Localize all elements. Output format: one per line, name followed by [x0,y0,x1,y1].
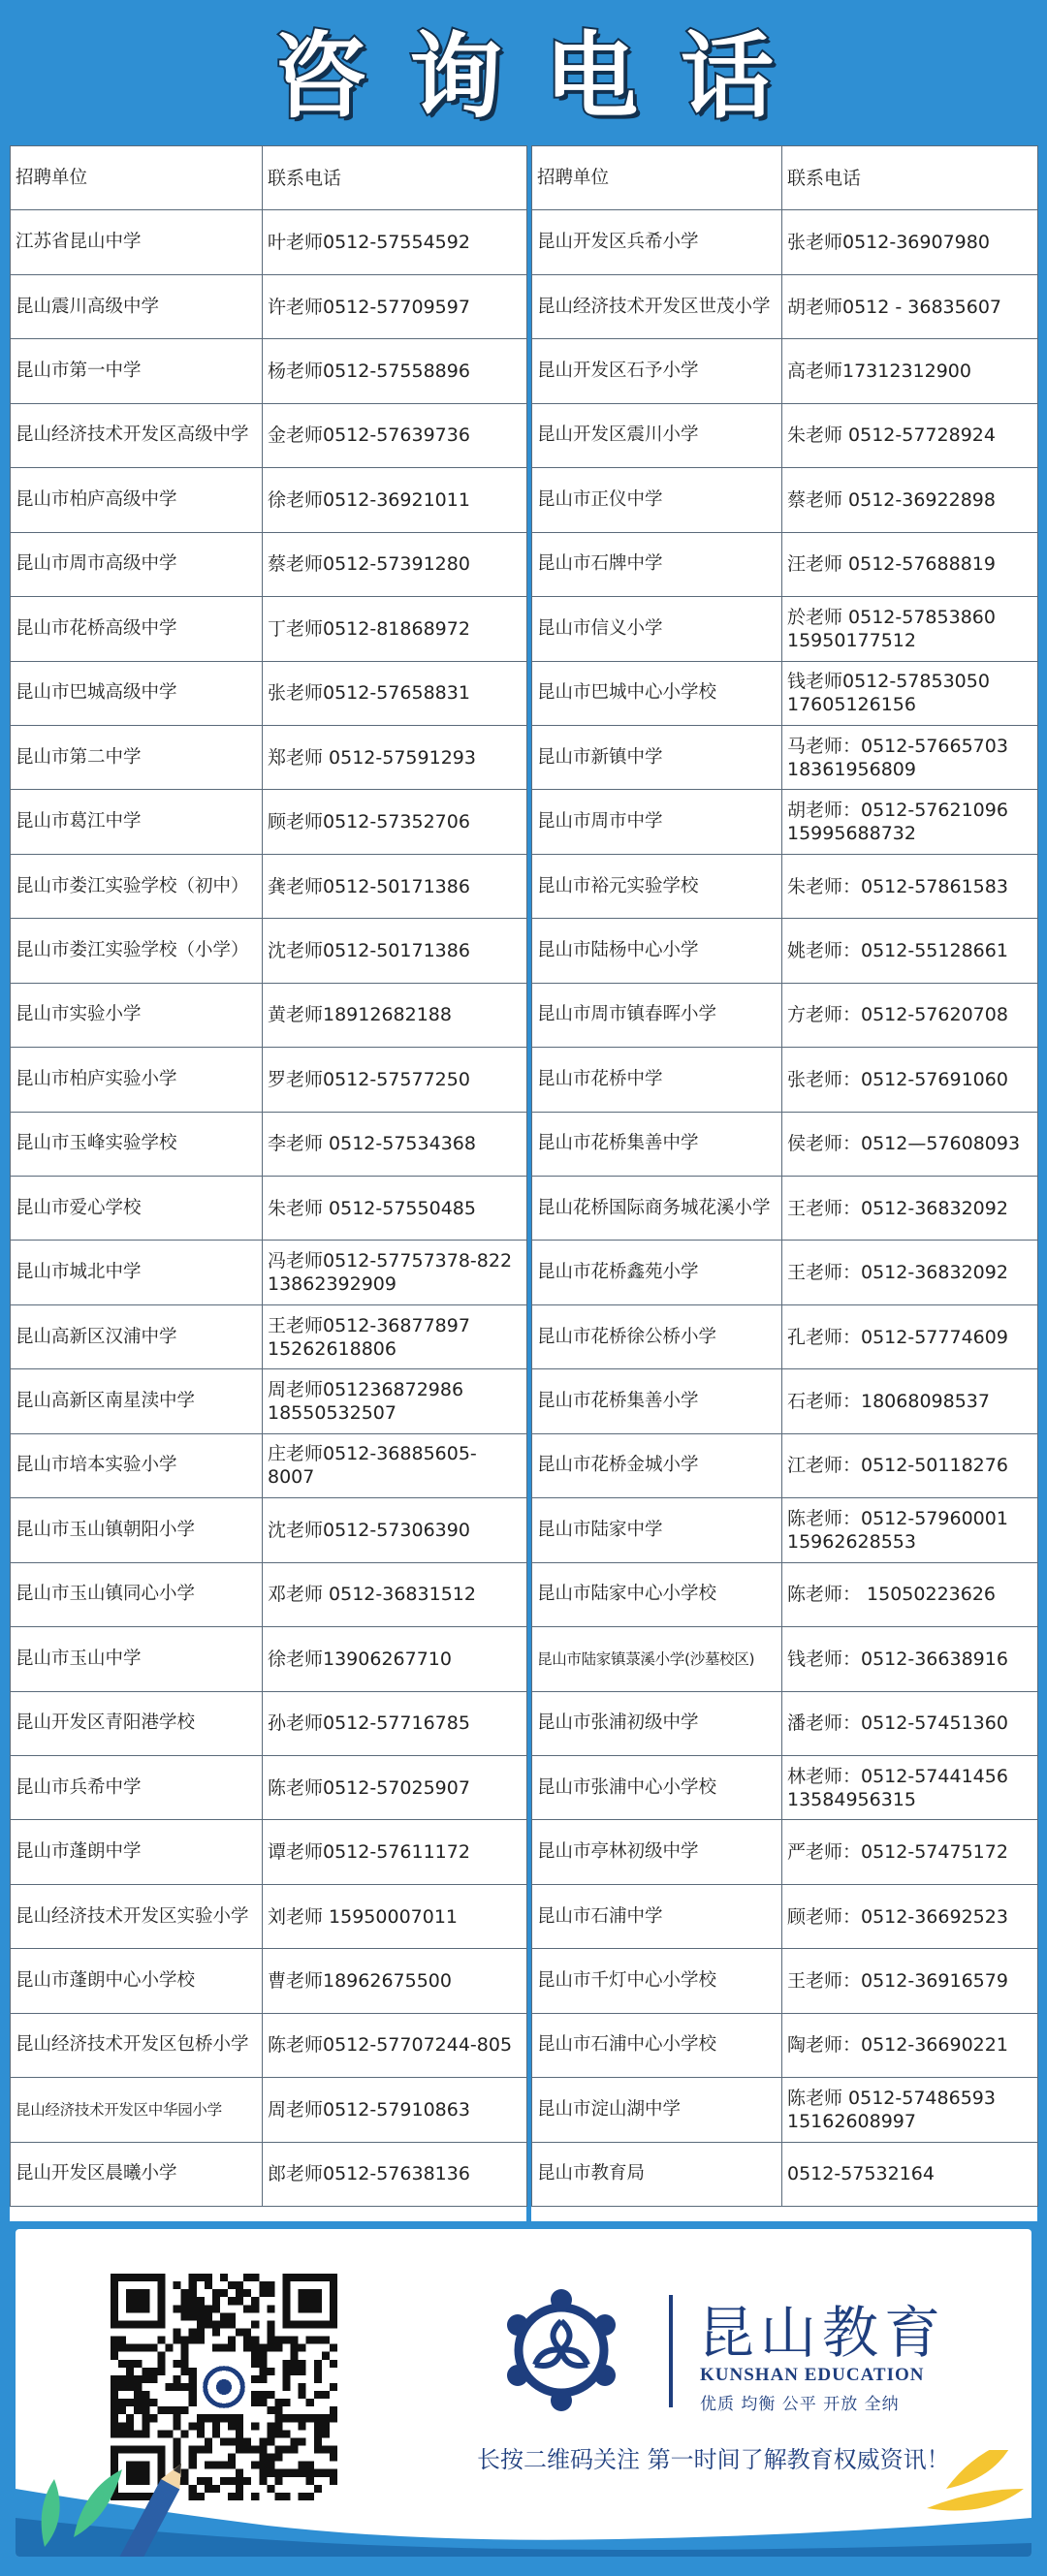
table-row [11,919,527,983]
table-row [11,532,527,596]
table-row [532,274,1038,338]
unit-name-cell: 昆山市花桥集善中学 [532,1112,782,1176]
table-row [11,274,527,338]
qr-follow-note: 长按二维码关注 第一时间了解教育权威资讯！ [477,2446,950,2473]
table-row [532,1627,1038,1691]
phone-cell: 朱老师 0512-57550485 [263,1177,527,1241]
table-row [11,1433,527,1497]
unit-name-cell: 昆山市蓬朗中心小学校 [11,1949,263,2013]
contact-tables [10,145,1037,2221]
unit-name-cell: 昆山市教育局 [532,2142,782,2206]
phone-cell: 金老师0512-57639736 [263,403,527,467]
unit-name-cell: 昆山市实验小学 [11,983,263,1047]
table-header-row [11,146,527,210]
header-phone: 联系电话 [782,146,1038,210]
unit-name-cell: 昆山市蓬朗中学 [11,1820,263,1884]
unit-name-cell: 昆山市正仪中学 [532,468,782,532]
table-row [11,210,527,274]
phone-cell: 沈老师0512-50171386 [263,919,527,983]
phone-cell: 龚老师0512-50171386 [263,854,527,918]
phone-cell: 王老师：0512-36832092 [782,1177,1038,1241]
table-row [532,1433,1038,1497]
header-unit: 招聘单位 [11,146,263,210]
unit-name-cell: 昆山市玉山中学 [11,1627,263,1691]
table-row [11,339,527,403]
phone-cell: 叶老师0512-57554592 [263,210,527,274]
unit-name-cell: 昆山高新区汉浦中学 [11,1304,263,1368]
table-row [11,1177,527,1241]
phone-cell: 朱老师 0512-57728924 [782,403,1038,467]
title-bar [0,0,1047,138]
phone-cell: 侯老师：0512—57608093 [782,1112,1038,1176]
table-row [11,725,527,789]
phone-cell: 杨老师0512-57558896 [263,339,527,403]
table-row [532,1048,1038,1112]
table-row [11,2078,527,2142]
unit-name-cell: 昆山花桥国际商务城花溪小学 [532,1177,782,1241]
phone-cell: 姚老师：0512-55128661 [782,919,1038,983]
table-row [532,1755,1038,1819]
unit-name-cell: 昆山市葛江中学 [11,790,263,854]
phone-cell: 陈老师：0512-57960001 15962628553 [782,1498,1038,1562]
phone-cell: 沈老师0512-57306390 [263,1498,527,1562]
unit-name-cell: 昆山市亭林初级中学 [532,1820,782,1884]
logo-english-name: KUNSHAN EDUCATION [700,2365,925,2385]
unit-name-cell: 昆山市张浦初级中学 [532,1691,782,1755]
unit-name-cell: 昆山开发区震川小学 [532,403,782,467]
table-row [11,661,527,725]
table-row [532,919,1038,983]
table-row [532,790,1038,854]
footer-panel [16,2229,1031,2557]
phone-cell: 严老师：0512-57475172 [782,1820,1038,1884]
unit-name-cell: 昆山市娄江实验学校（小学） [11,919,263,983]
table-row [11,1755,527,1819]
unit-name-cell: 昆山市兵希中学 [11,1755,263,1819]
table-row [11,403,527,467]
table-row [11,1112,527,1176]
logo-chinese-name: 昆山教育 [698,2300,947,2366]
phone-cell: 张老师0512-36907980 [782,210,1038,274]
table-row [532,854,1038,918]
unit-name-cell: 昆山高新区南星渎中学 [11,1369,263,1433]
phone-cell: 周老师0512-57910863 [263,2078,527,2142]
unit-name-cell: 昆山市第一中学 [11,339,263,403]
table-row [532,339,1038,403]
header-unit: 招聘单位 [532,146,782,210]
table-row [11,2142,527,2206]
table-row [11,983,527,1047]
phone-cell: 钱老师0512-57853050 17605126156 [782,661,1038,725]
phone-cell: 刘老师 15950007011 [263,1884,527,1948]
table-row [11,2013,527,2077]
unit-name-cell: 昆山经济技术开发区世茂小学 [532,274,782,338]
phone-cell: 罗老师0512-57577250 [263,1048,527,1112]
unit-name-cell: 昆山开发区石予小学 [532,339,782,403]
unit-name-cell: 昆山市花桥金城小学 [532,1433,782,1497]
unit-name-cell: 昆山市周市高级中学 [11,532,263,596]
phone-cell: 邓老师 0512-36831512 [263,1562,527,1626]
unit-name-cell: 昆山市爱心学校 [11,1177,263,1241]
phone-cell: 陈老师： 15050223626 [782,1562,1038,1626]
unit-name-cell: 昆山市石浦中学 [532,1884,782,1948]
unit-name-cell: 昆山市张浦中心小学校 [532,1755,782,1819]
table-row [532,661,1038,725]
phone-cell: 马老师：0512-57665703 18361956809 [782,725,1038,789]
phone-cell: 周老师051236872986 18550532507 [263,1369,527,1433]
phone-cell: 郑老师 0512-57591293 [263,725,527,789]
table-row [11,1369,527,1433]
table-row [11,1304,527,1368]
unit-name-cell: 昆山市陆家中学 [532,1498,782,1562]
table-row [11,468,527,532]
unit-name-cell: 昆山市陆家中心小学校 [532,1562,782,1626]
phone-cell: 许老师0512-57709597 [263,274,527,338]
unit-name-cell: 昆山市城北中学 [11,1241,263,1304]
unit-name-cell: 昆山市玉山镇朝阳小学 [11,1498,263,1562]
unit-name-cell: 昆山市巴城中心小学校 [532,661,782,725]
unit-name-cell: 昆山市柏庐高级中学 [11,468,263,532]
unit-name-cell: 昆山市信义小学 [532,597,782,661]
unit-name-cell: 昆山经济技术开发区中华园小学 [11,2078,263,2142]
flower-logo-icon [498,2287,624,2413]
phone-cell: 顾老师0512-57352706 [263,790,527,854]
table-row [532,1562,1038,1626]
table-row [532,1304,1038,1368]
table-row [11,1820,527,1884]
right-contact-table [531,145,1037,2221]
unit-name-cell: 昆山市玉峰实验学校 [11,1112,263,1176]
page-title: 咨询电话 [273,21,816,131]
unit-name-cell: 昆山市陆家镇菉溪小学(沙墓校区) [532,1627,782,1691]
table-row [532,1241,1038,1304]
unit-name-cell: 昆山市石牌中学 [532,532,782,596]
phone-cell: 丁老师0512-81868972 [263,597,527,661]
phone-cell: 方老师：0512-57620708 [782,983,1038,1047]
table-row [532,983,1038,1047]
unit-name-cell: 昆山市花桥中学 [532,1048,782,1112]
table-row [532,210,1038,274]
table-row [532,1112,1038,1176]
table-row [532,2013,1038,2077]
table-row [11,1048,527,1112]
unit-name-cell: 昆山市周市镇春晖小学 [532,983,782,1047]
phone-cell: 李老师 0512-57534368 [263,1112,527,1176]
table-row [532,1949,1038,2013]
phone-cell: 江老师：0512-50118276 [782,1433,1038,1497]
table-row [532,1369,1038,1433]
phone-cell: 徐老师13906267710 [263,1627,527,1691]
table-row [532,1498,1038,1562]
table-row [11,1949,527,2013]
unit-name-cell: 昆山市花桥鑫苑小学 [532,1241,782,1304]
phone-cell: 曹老师18962675500 [263,1949,527,2013]
unit-name-cell: 昆山开发区晨曦小学 [11,2142,263,2206]
unit-name-cell: 昆山市淀山湖中学 [532,2078,782,2142]
phone-cell: 徐老师0512-36921011 [263,468,527,532]
table-row [11,854,527,918]
phone-cell: 陶老师：0512-36690221 [782,2013,1038,2077]
unit-name-cell: 昆山市玉山镇同心小学 [11,1562,263,1626]
phone-cell: 胡老师：0512-57621096 15995688732 [782,790,1038,854]
phone-cell: 冯老师0512-57757378-822 13862392909 [263,1241,527,1304]
phone-cell: 谭老师0512-57611172 [263,1820,527,1884]
phone-cell: 王老师：0512-36832092 [782,1241,1038,1304]
phone-cell: 张老师0512-57658831 [263,661,527,725]
phone-cell: 高老师17312312900 [782,339,1038,403]
phone-cell: 陈老师0512-57707244-805 [263,2013,527,2077]
phone-cell: 顾老师：0512-36692523 [782,1884,1038,1948]
unit-name-cell: 昆山经济技术开发区高级中学 [11,403,263,467]
table-row [532,2078,1038,2142]
unit-name-cell: 昆山经济技术开发区包桥小学 [11,2013,263,2077]
phone-cell: 王老师0512-36877897 15262618806 [263,1304,527,1368]
table-row [532,532,1038,596]
header-phone: 联系电话 [263,146,527,210]
table-row [532,2142,1038,2206]
phone-cell: 胡老师0512 - 36835607 [782,274,1038,338]
logo-divider [669,2295,673,2407]
unit-name-cell: 昆山市石浦中心小学校 [532,2013,782,2077]
unit-name-cell: 昆山市裕元实验学校 [532,854,782,918]
unit-name-cell: 昆山经济技术开发区实验小学 [11,1884,263,1948]
phone-cell: 黄老师18912682188 [263,983,527,1047]
unit-name-cell: 昆山市新镇中学 [532,725,782,789]
table-header-row [532,146,1038,210]
phone-cell: 蔡老师 0512-36922898 [782,468,1038,532]
unit-name-cell: 昆山市娄江实验学校（初中） [11,854,263,918]
unit-name-cell: 昆山市花桥徐公桥小学 [532,1304,782,1368]
phone-cell: 孙老师0512-57716785 [263,1691,527,1755]
table-row [532,1177,1038,1241]
unit-name-cell: 江苏省昆山中学 [11,210,263,274]
phone-cell: 庄老师0512-36885605-8007 [263,1433,527,1497]
table-row [11,1627,527,1691]
table-row [11,1691,527,1755]
table-row [532,597,1038,661]
kunshan-education-logo [498,2287,1002,2423]
table-row [11,1498,527,1562]
phone-cell: 陈老师 0512-57486593 15162608997 [782,2078,1038,2142]
table-row [532,1691,1038,1755]
unit-name-cell: 昆山震川高级中学 [11,274,263,338]
table-row [532,468,1038,532]
phone-cell: 林老师：0512-57441456 13584956315 [782,1755,1038,1819]
unit-name-cell: 昆山市花桥高级中学 [11,597,263,661]
table-row [11,597,527,661]
phone-cell: 朱老师：0512-57861583 [782,854,1038,918]
unit-name-cell: 昆山市千灯中心小学校 [532,1949,782,2013]
unit-name-cell: 昆山市陆杨中心小学 [532,919,782,983]
table-row [532,1820,1038,1884]
phone-cell: 郎老师0512-57638136 [263,2142,527,2206]
phone-cell: 於老师 0512-57853860 15950177512 [782,597,1038,661]
unit-name-cell: 昆山市花桥集善小学 [532,1369,782,1433]
unit-name-cell: 昆山市柏庐实验小学 [11,1048,263,1112]
unit-name-cell: 昆山市培本实验小学 [11,1433,263,1497]
phone-cell: 陈老师0512-57025907 [263,1755,527,1819]
unit-name-cell: 昆山市巴城高级中学 [11,661,263,725]
phone-cell: 蔡老师0512-57391280 [263,532,527,596]
unit-name-cell: 昆山开发区青阳港学校 [11,1691,263,1755]
table-row [532,725,1038,789]
decorative-pencil-leaves-icon [16,2450,1031,2557]
phone-cell: 王老师：0512-36916579 [782,1949,1038,2013]
unit-name-cell: 昆山开发区兵希小学 [532,210,782,274]
phone-cell: 孔老师：0512-57774609 [782,1304,1038,1368]
phone-cell: 石老师：18068098537 [782,1369,1038,1433]
table-row [532,1884,1038,1948]
phone-cell: 张老师：0512-57691060 [782,1048,1038,1112]
unit-name-cell: 昆山市第二中学 [11,725,263,789]
table-row [11,1562,527,1626]
table-row [11,1884,527,1948]
phone-cell: 0512-57532164 [782,2142,1038,2206]
left-contact-table [10,145,526,2221]
table-row [11,1241,527,1304]
table-row [532,403,1038,467]
phone-cell: 钱老师：0512-36638916 [782,1627,1038,1691]
unit-name-cell: 昆山市周市中学 [532,790,782,854]
logo-tagline: 优质 均衡 公平 开放 全纳 [700,2395,900,2414]
phone-cell: 潘老师：0512-57451360 [782,1691,1038,1755]
table-row [11,790,527,854]
phone-cell: 汪老师 0512-57688819 [782,532,1038,596]
